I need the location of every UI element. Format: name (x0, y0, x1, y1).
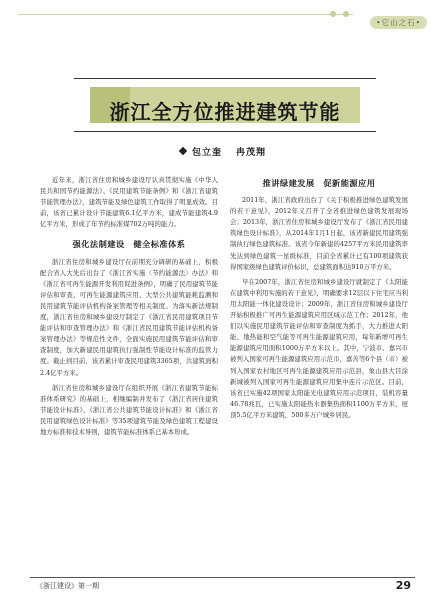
author-name: 冉茂翔 (236, 148, 267, 158)
journal-name: 《浙江建设》第一期 (36, 582, 99, 590)
intro-paragraph: 近年来，浙江省住房和城乡建设厅认真贯彻实施《中华人民共和国节约能源法》、《民用建筑节能条例》和《浙江省建筑节能管理办法》，建筑节能及绿色建筑工作取得了明显成效。目前，该省已累计设计节能建筑6.1亿平方米，建成节能建筑4.9亿平方米，形成了年节约标准煤702万吨的能力。 (40, 176, 218, 229)
page-number: 29 (395, 579, 411, 592)
author-name: 包立奎 (192, 148, 223, 158)
right-column (230, 178, 408, 421)
diamond-icon (179, 147, 187, 155)
title-box (90, 87, 360, 123)
body-paragraph: 早在2007年，浙江省住房和城乡建设厅就制定了《太阳能在建筑中利用实施的若干意见》，明确要求12层以下住宅应当利用太阳能一体化建设设计；2009年，浙江省住房和城乡建设厅开始积极推广可再生能源建筑应用区域示范工作；2012年，他们以实施民用建筑节能评估和审查制度为抓手，大力推进太阳能、地热能和空气能等可再生能源建筑应用，每年新增可再生能源建筑应用面积1000万平方米以上。其中，宁波市、嘉兴市被列入国家可再生能源建筑应用示范市，嘉善等6个县（市）被列入国家农村地区可再生能源建筑应用示范县，象山县大目涂新城被列入国家可再生能源建筑应用集中连片示范区。目前，该省已实施42项国家太阳能光电建筑应用示范项目，装机容量46.78兆瓦，已实施太阳能热水器集热面积1100万平方米，屋顶5.5亿平方米建筑，500多万户城乡居民。 (230, 277, 408, 419)
body-paragraph: 2011年，浙江省政府出台了《关于积极推进绿色建筑发展的若干意见》，2012年又召开了全省推进绿色建筑发展现场会；2013年，浙江省住房和城乡建设厅发布了《浙江省民用建筑绿色设计标准》，从2014年1月1日起，该省新建民用建筑强制执行绿色建筑标准。该省今年新建的4257平方米民用建筑率先达到绿色建筑一星级标准，目前全省累计已有100项建筑获得国家级绿色建筑评价标识，总建筑面积达910万平方米。 (230, 196, 408, 271)
body-paragraph: 浙江省住房和城乡建设厅在组织开展《浙江省建筑节能标准体系研究》的基础上，相继编制并发布了《浙江省居住建筑节能设计标准》、《浙江省公共建筑节能设计标准》和《浙江省民用建筑绿色设计标准》等35项建筑节能及绿色建筑工程建设地方标准和技术导则，建筑节能标准体系已基本形成。 (40, 383, 218, 436)
body-paragraph: 浙江省住房和城乡建设厅在前期充分调研的基础上，积极配合省人大先后出台了《浙江省实施〈节约能源法〉办法》和《浙江省可再生能源开发利用促进条例》，明确了民用建筑节能评估和审查、可再生能源建筑应用、大型公共建筑能耗监测和民用建筑节能评估机构备案管理等相关制度。为落实新法规制度，浙江省住房和城乡建设厅制定了《浙江省民用建筑项目节能评估和审查管理办法》和《浙江省民用建筑节能评估机构备案管理办法》等规范性文件，全面实施民用建筑节能评估和审查制度，加大新建民用建筑执行强制性节能设计标准的监管力度。截止到目前，该省累计审查民用建筑3365项，共建筑面积2.4亿平方米。 (40, 257, 218, 377)
section-heading: 推讲绿建发展 促新能源应用 (262, 178, 376, 188)
section-tag: •它山之石• (370, 16, 427, 29)
footer-rule (30, 577, 415, 578)
header-band (0, 8, 445, 27)
header-rule (18, 14, 353, 15)
author-line (180, 145, 266, 158)
header-dot (330, 11, 336, 17)
left-column (40, 175, 218, 438)
header-dot (343, 11, 349, 17)
article-title: 浙江全方位推进建筑节能 (109, 100, 341, 124)
section-heading: 强化法制建设 健全标准体系 (72, 239, 186, 250)
title-band (74, 78, 376, 132)
